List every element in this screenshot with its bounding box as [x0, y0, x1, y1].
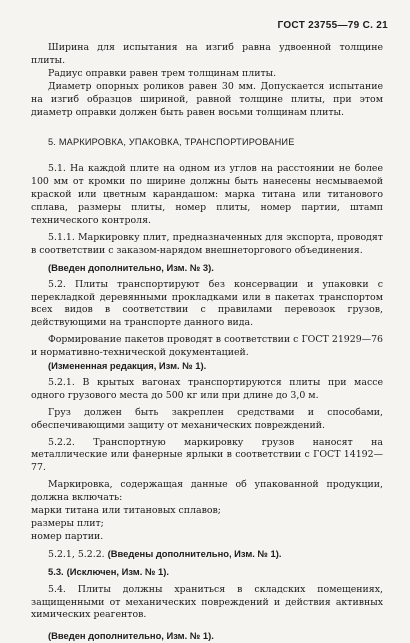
- document-body: [31, 42, 383, 643]
- paragraph-5-2-1-fixing: Груз должен быть закреплен средствами и способами, обеспечивающими защиту от механических повреждений.: [31, 406, 383, 431]
- paragraph-5-1-1: 5.1.1. Маркировку плит, предназначенных для экспорта, проводят в соответствии с заказом-нарядом внешнеторгового объединения.: [31, 231, 383, 256]
- paragraph-5-3-prefix: 5.3.: [48, 565, 64, 577]
- paragraph-5-1: 5.1. На каждой плите на одном из углов на расстоянии не более 100 мм от кромки по ширине должны быть нанесены несмываемой краской или цветным карандашом: марка титана или титанового сплава, размеры плиты, номер плиты, номер партии, штамп технического контроля.: [31, 163, 383, 226]
- paragraph-mandrel-radius: Радиус оправки равен трем толщинам плиты.: [48, 67, 277, 79]
- paragraph-5-4: 5.4. Плиты должны храниться в складских помещениях, защищенными от механических повреждений и действия активных химических реагентов.: [31, 583, 383, 621]
- amendment-note-3: [31, 548, 383, 562]
- note-3-prefix: 5.2.1, 5.2.2.: [48, 548, 105, 560]
- paragraph-5-2: 5.2. Плиты транспортируют без консервации и упаковки с перекладкой деревянными прокладками или в пакетах транспортом всех видов в соответствии с правилами перевозок грузов, действующими на транспорте данного вида.: [31, 278, 383, 329]
- amendment-note-4: (Введен дополнительно, Изм. № 1).: [48, 630, 214, 642]
- amendment-note-1: (Введен дополнительно, Изм. № 3).: [48, 261, 214, 273]
- page-header: ГОСТ 23755—79 С. 21: [277, 20, 388, 31]
- list-item: размеры плит;: [31, 518, 104, 529]
- amendment-note-2: (Измененная редакция, Изм. № 1).: [48, 360, 207, 372]
- paragraph-bend-width: Ширина для испытания на изгиб равна удвоенной толщине плиты.: [31, 42, 383, 66]
- list-item: марки титана или титановых сплавов;: [31, 505, 221, 517]
- marking-list: [31, 505, 383, 544]
- paragraph-5-2-packets: Формирование пакетов проводят в соответствии с ГОСТ 21929—76 и нормативно-технической документацией.: [31, 334, 383, 359]
- paragraph-marking: Маркировка, содержащая данные об упакованной продукции, должна включать:: [31, 479, 383, 504]
- section-title: 5. МАРКИРОВКА, УПАКОВКА, ТРАНСПОРТИРОВАНИЕ: [48, 137, 295, 148]
- paragraph-roller-diameter: Диаметр опорных роликов равен 30 мм. Допускается испытание на изгиб образцов шириной, равной толщине плиты, при этом диаметр оправки должен быть равен восьми толщинам плиты.: [31, 80, 383, 118]
- paragraph-5-3: [31, 566, 383, 580]
- paragraph-5-2-2: 5.2.2. Транспортную маркировку грузов наносят на металлические или фанерные ярлыки в соответствии с ГОСТ 14192—77.: [31, 436, 383, 474]
- paragraph-5-2-1: 5.2.1. В крытых вагонах транспортируются плиты при массе одного грузового места до 500 кг или при длине до 3,0 м.: [31, 376, 383, 401]
- note-3-text: (Введены дополнительно, Изм. № 1).: [107, 547, 282, 559]
- list-item: номер партии.: [31, 530, 104, 542]
- paragraph-5-3-text: (Исключен, Изм. № 1).: [66, 565, 169, 577]
